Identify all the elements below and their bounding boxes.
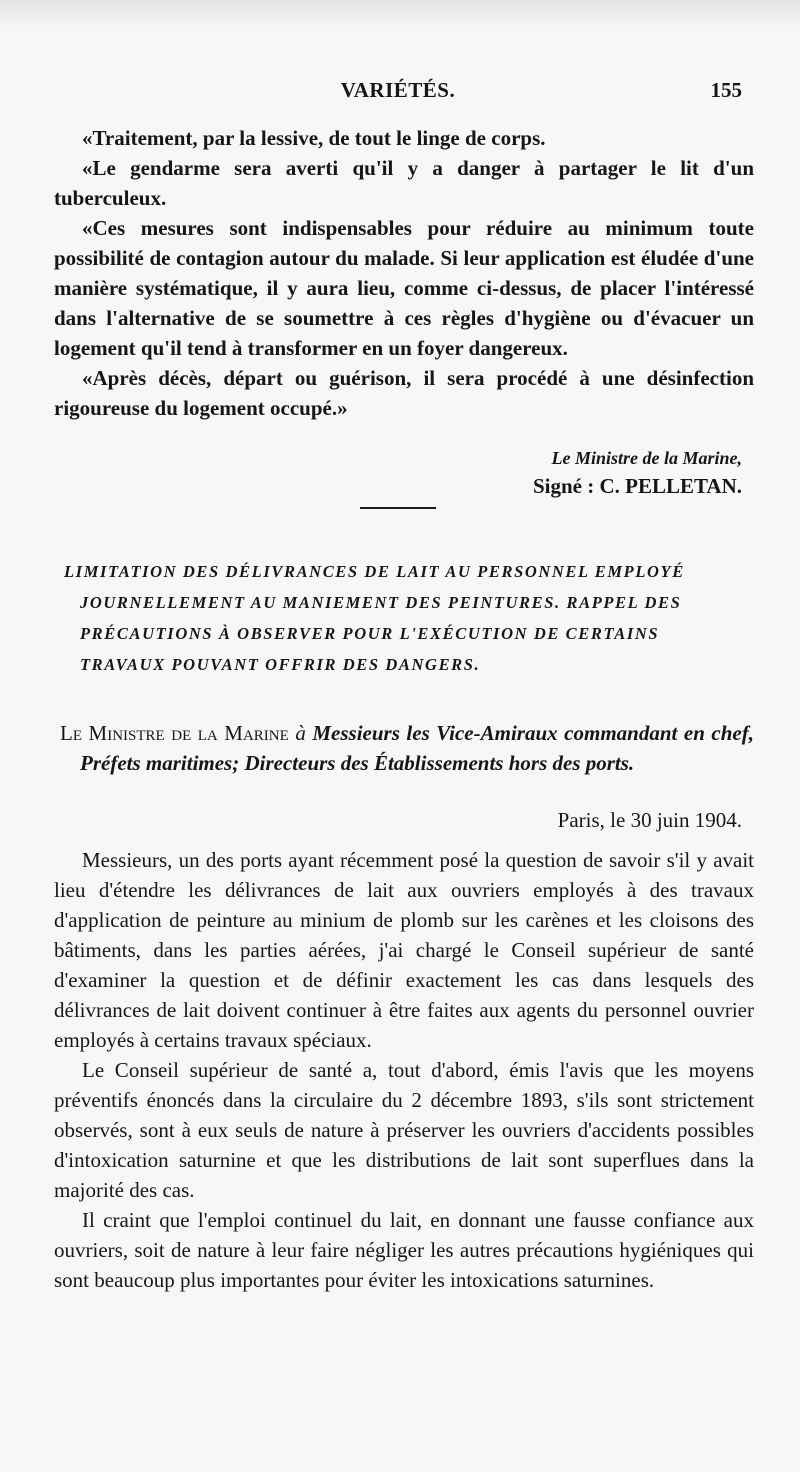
letter-date: Paris, le 30 juin 1904. [557,808,742,832]
section-title-line: LIMITATION DES DÉLIVRANCES DE LAIT AU PERSONNEL EMPLOYÉ [64,562,685,581]
section-title-line: JOURNELLEMENT AU MANIEMENT DES PEINTURES. RAPPEL DES [80,593,682,612]
section-divider [360,507,436,509]
signature-name: Signé : C. PELLETAN. [532,474,742,498]
page-number: 155 [710,78,742,102]
address-connector: à [288,721,313,745]
letter-body [54,845,754,1295]
address-recipients: Messieurs les Vice-Amiraux commandant en chef, Préfets maritimes; Directeurs des Établissements hors des ports. [80,721,754,775]
section-title-line: TRAVAUX POUVANT OFFRIR DES DANGERS. [80,655,481,674]
page-top-shadow [0,0,800,28]
paragraph-mesures: «Ces mesures sont indispensables pour réduire au minimum toute possibilité de contagion autour du malade. Si leur application est éludée d'une manière systématique, il y aura lieu, comme ci-dessus, de placer l'intéressé dans l'alternative de se soumettre à ces règles d'hygiène ou d'évacuer un logement qu'il tend à transformer en un foyer dangereux. [54,216,754,360]
section-title [64,556,754,680]
paragraph-messieurs: Messieurs, un des ports ayant récemment posé la question de savoir s'il y avait lieu d'étendre les délivrances de lait aux ouvriers employés à des travaux d'application de peinture au minium de plomb sur les carènes et les cloisons des bâtiments, dans les parties aérées, j'ai chargé le Conseil supérieur de santé d'examiner la question et de définir exactement les cas dans lesquels des délivrances de lait doivent continuer à être faites aux agents du personnel ouvrier employés à certains travaux spéciaux. [54,848,754,1052]
paragraph-gendarme: «Le gendarme sera averti qu'il y a danger à partager le lit d'un tuberculeux. [54,156,754,210]
paragraph-linge: «Traitement, par la lessive, de tout le linge de corps. [82,126,546,150]
page-header [54,78,742,108]
section-title-line: PRÉCAUTIONS À OBSERVER POUR L'EXÉCUTION DE CERTAINS [80,624,660,643]
letter-address [60,718,754,778]
address-sender: Le Ministre de la Marine [60,721,289,745]
paragraph-craint: Il craint que l'emploi continuel du lait, en donnant une fausse confiance aux ouvriers, soit de nature à leur faire négliger les autres précautions hygiéniques qui sont beaucoup plus importantes pour éviter les intoxications saturnines. [54,1208,754,1292]
paragraph-deces: «Après décès, départ ou guérison, il sera procédé à une désinfection rigoureuse du logement occupé.» [54,366,754,420]
signature-title: Le Ministre de la Marine, [551,448,742,468]
paragraph-conseil: Le Conseil supérieur de santé a, tout d'abord, émis l'avis que les moyens préventifs énoncés dans la circulaire du 2 décembre 1893, s'ils sont strictement observés, sont à eux seuls de nature à préserver les ouvriers d'accidents possibles d'intoxication saturnine et que les distributions de lait sont superflues dans la majorité des cas. [54,1058,754,1202]
running-title: VARIÉTÉS. [340,78,456,102]
top-text-block [54,123,754,423]
